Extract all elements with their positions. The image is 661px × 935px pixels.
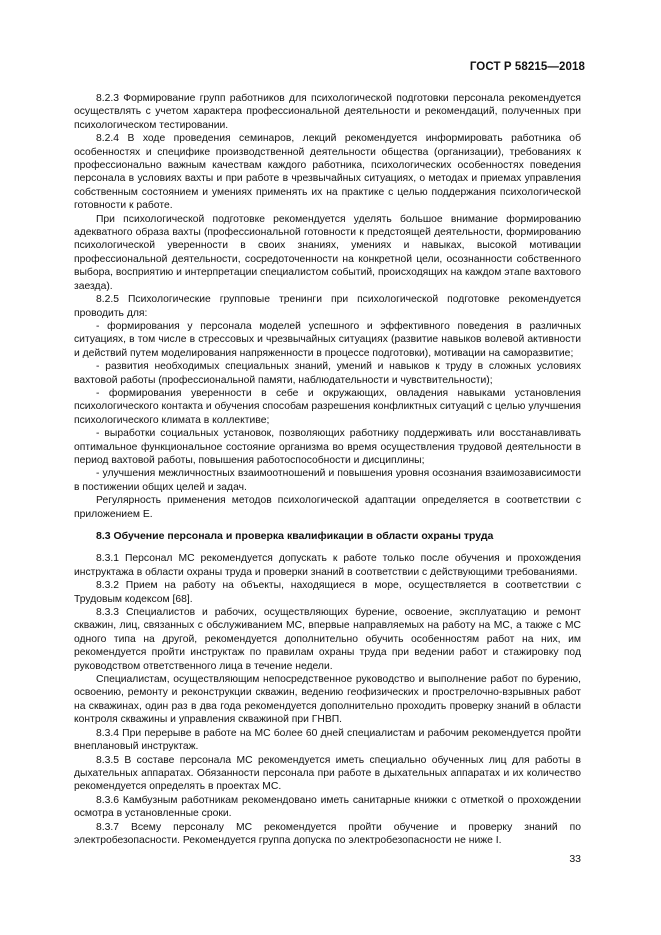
paragraph: Регулярность применения методов психологической адаптации определяется в соответствии с приложением Е. [74, 495, 581, 520]
paragraph: При психологической подготовке рекомендуется уделять большое внимание формированию адекватного образа вахты (профессиональной готовности к предстоящей деятельности, формированию психологической уверенности в своих знаниях, умениях и навыках, высокой мотивации профессиональной деятельности, сосредоточенности на конкретной цели, осознанности собственного выбора, восприятию и интерпретации специалистом событий, происходящих на каждом этапе вахтового заезда). [74, 213, 581, 292]
paragraph: 8.3.5 В составе персонала МС рекомендуется иметь специально обученных лиц для работы в дыхательных аппаратах. Обязанности персонала при работе в дыхательных аппаратах и их количество рекомендуется определять в проектах МС. [74, 754, 581, 793]
section-heading: 8.3 Обучение персонала и проверка квалификации в области охраны труда [96, 530, 494, 542]
document-body [74, 92, 581, 847]
paragraph: 8.2.4 В ходе проведения семинаров, лекций рекомендуется информировать работника об особенностях и специфике производственной деятельности общества (организации), требованиях к профессионально важным качествам каждого работника, психологических особенностях поведения персонала в условиях вахты и при работе в чрезвычайных ситуациях, о методах и приемах управления собственным состоянием и умениях применять их на практике с целью поддержания психологической готовности к работе. [74, 133, 581, 212]
paragraph: 8.3.6 Камбузным работникам рекомендовано иметь санитарные книжки с отметкой о прохождении осмотра в установленные сроки. [74, 794, 581, 820]
paragraph: Специалистам, осуществляющим непосредственное руководство и выполнение работ по бурению, освоению, ремонту и реконструкции скважин, ведению геофизических и прострелочно-взрывных работ на скважинах, один раз в два года рекомендуется дополнительно проходить проверку знаний в области контроля скважины и управления скважиной при ГНВП. [74, 674, 581, 726]
document-code: ГОСТ Р 58215—2018 [469, 61, 585, 73]
list-item: - развития необходимых специальных знаний, умений и навыков к труду в сложных условиях вахтовой работы (профессиональной памяти, наблюдательности и чувствительности); [74, 361, 581, 386]
list-item: - выработки социальных установок, позволяющих работнику поддерживать или восстанавливать оптимальное функциональное состояние организма во время осуществления трудовой деятельности в период вахтовой работы, повышения работоспособности и дисциплины; [74, 428, 581, 466]
paragraph: 8.2.5 Психологические групповые тренинги при психологической подготовке рекомендуется проводить для: [74, 294, 581, 319]
paragraph: 8.2.3 Формирование групп работников для психологической подготовки персонала рекомендуется осуществлять с учетом характера профессиональной деятельности и рекомендаций, полученных при психологическом тестировании. [74, 93, 581, 131]
page-number: 33 [569, 853, 581, 865]
paragraph: 8.3.1 Персонал МС рекомендуется допускать к работе только после обучения и прохождения инструктажа в области охраны труда и проверки знаний в соответствии с действующими требованиями. [74, 553, 581, 578]
paragraph: 8.3.3 Специалистов и рабочих, осуществляющих бурение, освоение, эксплуатацию и ремонт скважин, лиц, связанных с обслуживанием МС, впервые направляемых на работу на МС, а также с МС одного типа на другой, рекомендуется дополнительно обучить особенностям работ на них, им рекомендуется пройти инструктаж по правилам охраны труда при ведении работ и стажировку под руководством ответственного лица в течение недели. [74, 607, 581, 672]
list-item: - улучшения межличностных взаимоотношений и повышения уровня осознания взаимозависимости в постижении общих целей и задач. [74, 468, 581, 493]
paragraph: 8.3.4 При перерыве в работе на МС более 60 дней специалистам и рабочим рекомендуется пройти внеплановый инструктаж. [74, 727, 581, 753]
list-item: - формирования уверенности в себе и окружающих, овладения навыками установления психологического контакта и обучения способам разрешения конфликтных ситуаций с целью улучшения психологического климата в коллективе; [74, 387, 581, 426]
list-item: - формирования у персонала моделей успешного и эффективного поведения в различных ситуациях, в том числе в стрессовых и чрезвычайных ситуациях (развитие навыков волевой активности и действий путем моделирования напряженности в процессе подготовки), мотивации на саморазвитие; [74, 320, 581, 359]
paragraph: 8.3.7 Всему персоналу МС рекомендуется пройти обучение и проверку знаний по электробезопасности. Рекомендуется группа допуска по электробезопасности не ниже I. [74, 821, 581, 846]
paragraph: 8.3.2 Прием на работу на объекты, находящиеся в море, осуществляется в соответствии с Трудовым кодексом [68]. [74, 580, 581, 605]
